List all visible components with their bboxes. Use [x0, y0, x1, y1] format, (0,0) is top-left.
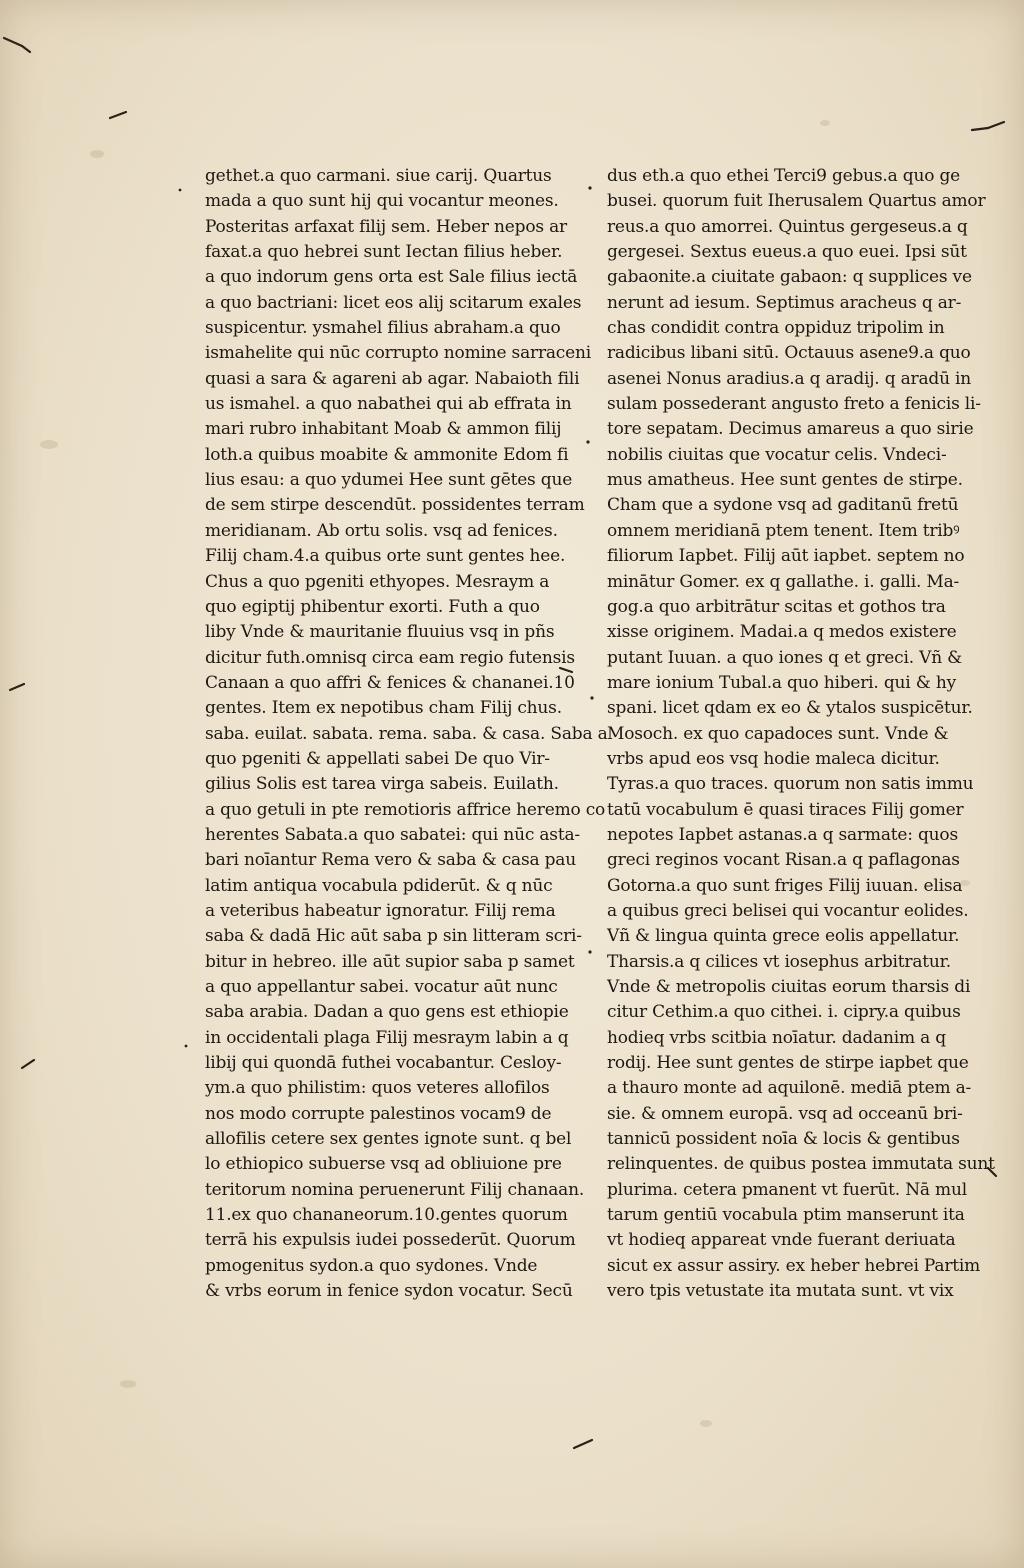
text-line: omnem meridianā ptem tenent. Item tribꝰ — [607, 520, 960, 541]
text-line: gentes. Item ex nepotibus cham Filij chus. — [205, 698, 562, 719]
text-line: a quo indorum gens orta est Sale filius iectā — [205, 267, 578, 288]
text-line: rodij. Hee sunt gentes de stirpe iapbet que — [607, 1053, 969, 1074]
text-line: mada a quo sunt hij qui vocantur meones. — [205, 191, 559, 212]
text-line: nerunt ad iesum. Septimus aracheus q ar- — [607, 292, 962, 313]
text-line: sicut ex assur assiry. ex heber hebrei Partim — [607, 1255, 981, 1276]
text-line: filiorum Iapbet. Filij aūt iapbet. septem no — [607, 546, 965, 567]
text-line: mare ionium Tubal.a quo hiberi. qui & hy — [607, 672, 956, 693]
text-line: Vnde & metropolis ciuitas eorum tharsis di — [607, 977, 971, 997]
text-line: herentes Sabata.a quo sabatei: qui nūc asta- — [205, 824, 580, 845]
text-line: gergesei. Sextus eueus.a quo euei. Ipsi sūt — [607, 242, 967, 263]
text-line: nepotes Iapbet astanas.a q sarmate: quos — [607, 824, 958, 845]
text-line: Mosoch. ex quo capadoces sunt. Vnde & — [607, 723, 949, 744]
text-line: tatū vocabulum ē quasi tiraces Filij gomer — [607, 799, 964, 820]
text-line: a quo appellantur sabei. vocatur aūt nunc — [205, 977, 558, 997]
text-line: Posteritas arfaxat filij sem. Heber nepos ar — [205, 216, 567, 237]
text-line: nos modo corrupte palestinos vocam9 de — [205, 1103, 552, 1124]
text-line: saba & dadā Hic aūt saba p sin litteram scri- — [205, 926, 582, 947]
text-line: chas condidit contra oppiduz tripolim in — [607, 318, 945, 339]
text-line: a veteribus habeatur ignoratur. Filij rema — [205, 900, 556, 921]
text-line: Tyras.a quo traces. quorum non satis immu — [607, 774, 974, 795]
text-line: a thauro monte ad aquilonē. mediā ptem a- — [607, 1078, 972, 1099]
text-line: loth.a quibus moabite & ammonite Edom fi — [205, 444, 569, 465]
text-line: minātur Gomer. ex q gallathe. i. galli. Ma- — [607, 571, 960, 592]
text-line: citur Cethim.a quo cithei. i. cipry.a quibus — [607, 1002, 961, 1023]
text-line: tannicū possident noīa & locis & gentibus — [607, 1129, 960, 1150]
text-line: bari noīantur Rema vero & saba & casa pau — [205, 850, 576, 871]
text-line: Vñ & lingua quinta grece eolis appellatur. — [607, 926, 960, 947]
text-line: reus.a quo amorrei. Quintus gergeseus.a q — [607, 216, 968, 237]
text-line: hodieq vrbs scitbia noīatur. dadanim a q — [607, 1027, 946, 1048]
text-line: radicibus libani sitū. Octauus asene9.a quo — [607, 343, 971, 364]
text-line: in occidentali plaga Filij mesraym labin a q — [205, 1027, 569, 1048]
text-line: tore sepatam. Decimus amareus a quo sirie — [607, 419, 974, 440]
left-text-column — [205, 164, 608, 1304]
text-line: xisse originem. Madai.a q medos existere — [607, 622, 957, 643]
text-line: mus amatheus. Hee sunt gentes de stirpe. — [607, 470, 963, 491]
text-line: latim antiqua vocabula pdiderūt. & q nūc — [205, 875, 553, 896]
text-line: putant Iuuan. a quo iones q et greci. Vñ & — [607, 647, 963, 668]
text-line: lo ethiopico subuerse vsq ad obliuione pre — [205, 1154, 562, 1175]
text-line: Gotorna.a quo sunt friges Filij iuuan. elisa — [607, 875, 963, 896]
text-line: vero tpis vetustate ita mutata sunt. vt vix — [607, 1281, 954, 1302]
text-line: lius esau: a quo ydumei Hee sunt gētes que — [205, 470, 573, 491]
text-line: a quibus greci belisei qui vocantur eolides. — [607, 900, 969, 921]
text-line: relinquentes. de quibus postea immutata sunt — [607, 1154, 995, 1175]
text-line: Tharsis.a q cilices vt iosephus arbitratur. — [607, 951, 951, 972]
text-line: gabaonite.a ciuitate gabaon: q supplices ve — [607, 267, 972, 288]
text-line: sulam possederant angusto freto a fenicis li- — [607, 394, 981, 415]
text-line: terrā his expulsis iudei possederūt. Quorum — [205, 1230, 576, 1251]
text-line: greci reginos vocant Risan.a q paflagonas — [607, 850, 960, 871]
text-line: & vrbs eorum in fenice sydon vocatur. Secū — [205, 1281, 573, 1302]
text-line: de sem stirpe descendūt. possidentes terram — [205, 495, 585, 516]
text-line: saba. euilat. sabata. rema. saba. & casa. Saba a — [205, 723, 608, 744]
text-line: pmogenitus sydon.a quo sydones. Vnde — [205, 1255, 538, 1276]
text-line: bitur in hebreo. ille aūt supior saba p samet — [205, 951, 575, 972]
text-line: us ismahel. a quo nabathei qui ab effrata in — [205, 394, 572, 415]
text-line: asenei Nonus aradius.a q aradij. q aradū in — [607, 368, 972, 389]
text-line: dus eth.a quo ethei Terci9 gebus.a quo ge — [607, 166, 960, 186]
text-line: 11.ex quo chananeorum.10.gentes quorum — [205, 1205, 568, 1226]
right-text-column — [607, 164, 995, 1304]
text-line: saba arabia. Dadan a quo gens est ethiopie — [205, 1002, 569, 1023]
text-line: quasi a sara & agareni ab agar. Nabaioth fili — [205, 368, 580, 389]
text-line: meridianam. Ab ortu solis. vsq ad fenices. — [205, 520, 558, 541]
text-line: faxat.a quo hebrei sunt Iectan filius heber. — [205, 242, 563, 263]
text-line: vt hodieq appareat vnde fuerant deriuata — [607, 1230, 956, 1251]
text-line: ym.a quo philistim: quos veteres allofilos — [205, 1078, 550, 1099]
text-line: plurima. cetera pmanent vt fuerūt. Nā mul — [607, 1179, 967, 1200]
text-line: sie. & omnem europā. vsq ad occeanū bri- — [607, 1103, 963, 1124]
text-line: spani. licet qdam ex eo & ytalos suspicētur. — [607, 698, 973, 719]
text-line: liby Vnde & mauritanie fluuius vsq in pñs — [205, 622, 555, 643]
text-line: libij qui quondā futhei vocabantur. Cesloy- — [205, 1053, 562, 1074]
text-line: Filij cham.4.a quibus orte sunt gentes hee. — [205, 546, 566, 567]
text-line: ismahelite qui nūc corrupto nomine sarraceni — [205, 343, 591, 364]
text-line: quo egiptij phibentur exorti. Futh a quo — [205, 596, 540, 617]
text-line: gog.a quo arbitrātur scitas et gothos tra — [607, 596, 946, 617]
text-line: quo pgeniti & appellati sabei De quo Vir- — [205, 748, 550, 769]
text-line: a quo getuli in pte remotioris affrice heremo co — [205, 799, 606, 820]
text-line: Canaan a quo affri & fenices & chananei.10 — [205, 672, 575, 693]
text-line: busei. quorum fuit Iherusalem Quartus amor — [607, 191, 986, 212]
text-line: nobilis ciuitas que vocatur celis. Vndeci- — [607, 444, 947, 465]
text-line: dicitur futh.omnisq circa eam regio futensis — [205, 647, 575, 668]
text-line: gilius Solis est tarea virga sabeis. Euilath. — [205, 774, 559, 795]
text-line: vrbs apud eos vsq hodie maleca dicitur. — [607, 748, 940, 769]
text-line: gethet.a quo carmani. siue carij. Quartus — [205, 166, 552, 186]
text-line: allofilis cetere sex gentes ignote sunt. q bel — [205, 1129, 572, 1150]
text-line: teritorum nomina peruenerunt Filij chanaan. — [205, 1179, 585, 1200]
text-line: mari rubro inhabitant Moab & ammon filij — [205, 419, 562, 440]
text-line: suspicentur. ysmahel filius abraham.a quo — [205, 318, 561, 339]
text-line: Chus a quo pgeniti ethyopes. Mesraym a — [205, 571, 550, 592]
text-line: tarum gentiū vocabula ptim manserunt ita — [607, 1205, 965, 1226]
text-line: a quo bactriani: licet eos alij scitarum exales — [205, 292, 582, 313]
text-line: Cham que a sydone vsq ad gaditanū fretū — [607, 495, 959, 516]
